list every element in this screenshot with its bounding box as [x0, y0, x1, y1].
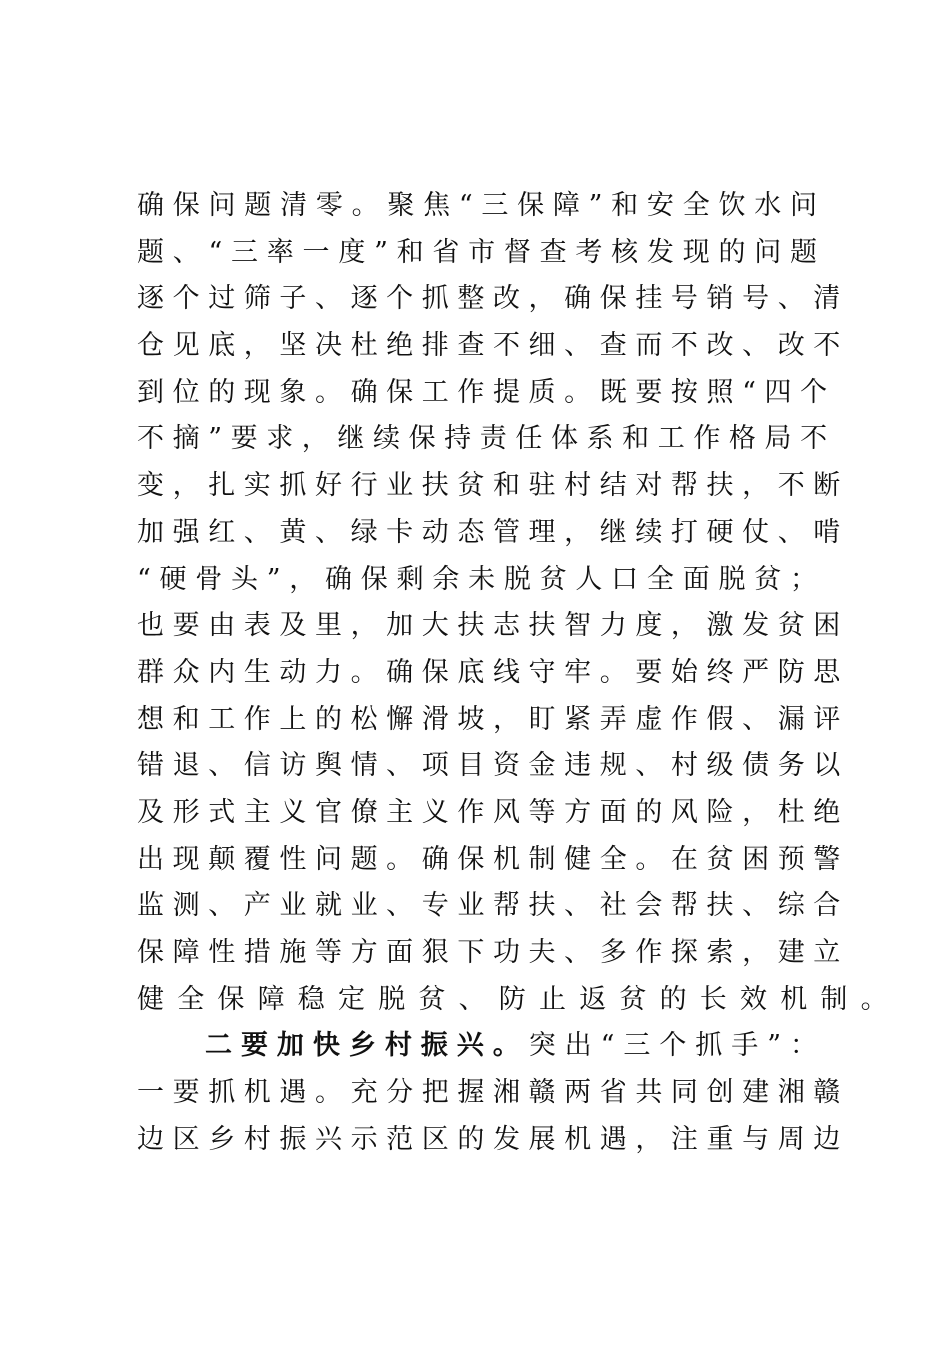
text-line: 逐 个 过 筛 子 、 逐 个 抓 整 改 ， 确 保 挂 号 销 号 、 清: [137, 283, 841, 315]
text-line: “ 硬 骨 头 ” ， 确 保 剩 余 未 脱 贫 人 口 全 面 脱 贫 ；: [137, 563, 817, 595]
text-line: 边 区 乡 村 振 兴 示 范 区 的 发 展 机 遇 ， 注 重 与 周 边: [137, 1123, 841, 1155]
body-text: [137, 183, 901, 1163]
text-line: 出 现 颠 覆 性 问 题 。 确 保 机 制 健 全 。 在 贫 困 预 警: [137, 843, 841, 875]
text-line: 到 位 的 现 象 。 确 保 工 作 提 质 。 既 要 按 照 “ 四 个: [137, 376, 828, 408]
section-heading: 二要加快乡村振兴。: [205, 1030, 529, 1062]
text-line: 一 要 抓 机 遇 。 充 分 把 握 湘 赣 两 省 共 同 创 建 湘 赣: [137, 1077, 841, 1109]
text-line: 确 保 问 题 清 零 。 聚 焦 “ 三 保 障 ” 和 安 全 饮 水 问: [137, 190, 817, 221]
text-line: 想 和 工 作 上 的 松 懈 滑 坡 ， 盯 紧 弄 虚 作 假 、 漏 评: [137, 703, 841, 735]
text-line: 题 、 “ 三 率 一 度 ” 和 省 市 督 查 考 核 发 现 的 问 题: [137, 236, 817, 268]
text-line: 监 测 、 产 业 就 业 、 专 业 帮 扶 、 社 会 帮 扶 、 综 合: [137, 890, 841, 922]
text-line: 加 强 红 、 黄 、 绿 卡 动 态 管 理 ， 继 续 打 硬 仗 、 啃: [137, 516, 841, 548]
section-first-line: [137, 1023, 817, 1070]
text-line: 不 摘 ” 要 求 ， 继 续 保 持 责 任 体 系 和 工 作 格 局 不: [137, 423, 828, 455]
section-heading-continuation: 突出“三个抓手”：: [528, 1030, 818, 1062]
text-line: 错 退 、 信 访 舆 情 、 项 目 资 金 违 规 、 村 级 债 务 以: [137, 750, 841, 782]
text-line: 及 形 式 主 义 官 僚 主 义 作 风 等 方 面 的 风 险 ， 杜 绝: [137, 796, 841, 828]
text-line: 也 要 由 表 及 里 ， 加 大 扶 志 扶 智 力 度 ， 激 发 贫 困: [137, 610, 841, 642]
paragraph-last-line: 健全保障稳定脱贫、防止返贫的长效机制。: [137, 983, 901, 1015]
text-line: 群 众 内 生 动 力 。 确 保 底 线 守 牢 。 要 始 终 严 防 思: [137, 656, 841, 688]
text-line: 仓 见 底 ， 坚 决 杜 绝 排 查 不 细 、 查 而 不 改 、 改 不: [137, 330, 841, 362]
text-line: 保 障 性 措 施 等 方 面 狠 下 功 夫 、 多 作 探 索 ， 建 立: [137, 937, 841, 968]
text-line: 变 ， 扎 实 抓 好 行 业 扶 贫 和 驻 村 结 对 帮 扶 ， 不 断: [137, 470, 841, 502]
